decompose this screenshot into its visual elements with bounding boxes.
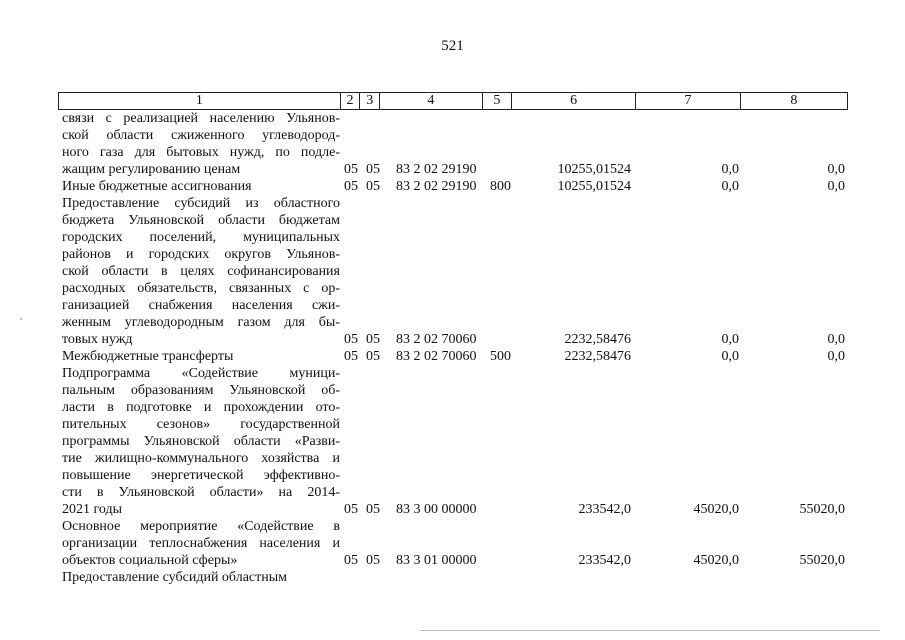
scan-artifact [420,630,880,631]
amount-col-6: 2232,58476 [564,349,631,364]
description-line: связи с реализацией населению Ульянов- [62,111,340,126]
subsection-code: 05 [366,553,380,568]
amount-col-7: 0,0 [721,179,739,194]
amount-col-7: 0,0 [721,349,739,364]
description-line: сти в Ульяновской области» на 2014- [62,485,340,500]
row-description [62,195,340,348]
description-line: программы Ульяновской области «Разви- [62,434,340,449]
expense-type-code: 500 [490,349,511,364]
description-line: пительных сезонов» государственной [62,417,340,432]
description-line: районов и городских округов Ульянов- [62,247,340,262]
amount-col-6: 10255,01524 [557,179,631,194]
amount-col-8: 0,0 [827,162,845,177]
section-code: 05 [344,553,358,568]
expense-type-code: 800 [490,179,511,194]
amount-col-8: 0,0 [827,332,845,347]
description-line: женным углеводородным газом для бы- [62,315,340,330]
subsection-code: 05 [366,162,380,177]
page-number: 521 [441,38,464,54]
section-code: 05 [344,502,358,517]
description-line: Основное мероприятие «Содействие в [62,519,340,534]
description-line: 2021 годы [62,502,123,517]
header-col-3: 3 [360,93,380,109]
description-line: объектов социальной сферы» [62,553,238,568]
target-article-code: 83 3 01 00000 [396,553,477,568]
target-article-code: 83 2 02 70060 [396,332,477,347]
description-line: Предоставление субсидий из областного [62,196,340,211]
description-line: Иные бюджетные ассигнования [62,179,252,194]
amount-col-8: 0,0 [827,179,845,194]
description-line: организации теплоснабжения населения и [62,536,340,551]
header-col-5: 5 [483,93,513,109]
subsection-code: 05 [366,349,380,364]
table-row [0,110,905,178]
row-description [62,110,340,178]
target-article-code: 83 2 02 29190 [396,162,477,177]
table-row [0,348,905,365]
target-article-code: 83 3 00 00000 [396,502,477,517]
amount-col-7: 45020,0 [693,502,739,517]
amount-col-8: 55020,0 [799,502,845,517]
amount-col-8: 0,0 [827,349,845,364]
description-line: жащим регулированию ценам [62,162,241,177]
amount-col-6: 10255,01524 [557,162,631,177]
table-row [0,365,905,518]
amount-col-6: 233542,0 [578,553,631,568]
description-line: ласти в подготовке и прохождении ото- [62,400,340,415]
row-description [62,518,340,569]
subsection-code: 05 [366,502,380,517]
header-col-6: 6 [512,93,636,109]
table-row [0,569,905,586]
table-row [0,518,905,569]
scan-artifact [20,318,22,320]
description-line: ного газа для бытовых нужд, по подле- [62,145,340,160]
description-line: Межбюджетные трансферты [62,349,234,364]
table-row [0,195,905,348]
section-code: 05 [344,349,358,364]
section-code: 05 [344,162,358,177]
description-line: расходных обязательств, связанных с ор- [62,281,340,296]
description-line: повышение энергетической эффективно- [62,468,340,483]
target-article-code: 83 2 02 70060 [396,349,477,364]
row-description [62,348,340,365]
description-line: городских поселений, муниципальных [62,230,340,245]
row-description [62,569,340,586]
description-line: ганизацией снабжения населения сжи- [62,298,340,313]
description-line: тие жилищно-коммунального хозяйства и [62,451,340,466]
header-col-4: 4 [380,93,482,109]
table-header [58,92,848,110]
description-line: ской области сжиженного углеводород- [62,128,340,143]
section-code: 05 [344,332,358,347]
subsection-code: 05 [366,179,380,194]
target-article-code: 83 2 02 29190 [396,179,477,194]
header-col-1: 1 [59,93,341,109]
header-col-2: 2 [341,93,361,109]
description-line: Подпрограмма «Содействие муници- [62,366,340,381]
amount-col-7: 0,0 [721,332,739,347]
amount-col-6: 2232,58476 [564,332,631,347]
amount-col-7: 0,0 [721,162,739,177]
table-row [0,178,905,195]
header-col-7: 7 [636,93,740,109]
description-line: бюджета Ульяновской области бюджетам [62,213,340,228]
description-line: Предоставление субсидий областным [62,570,287,585]
description-line: ской области в целях софинансирования [62,264,340,279]
description-line: товых нужд [62,332,133,347]
amount-col-7: 45020,0 [693,553,739,568]
row-description [62,365,340,518]
amount-col-8: 55020,0 [799,553,845,568]
description-line: пальным образованиям Ульяновской об- [62,383,340,398]
row-description [62,178,340,195]
subsection-code: 05 [366,332,380,347]
header-col-8: 8 [790,93,798,108]
amount-col-6: 233542,0 [578,502,631,517]
section-code: 05 [344,179,358,194]
